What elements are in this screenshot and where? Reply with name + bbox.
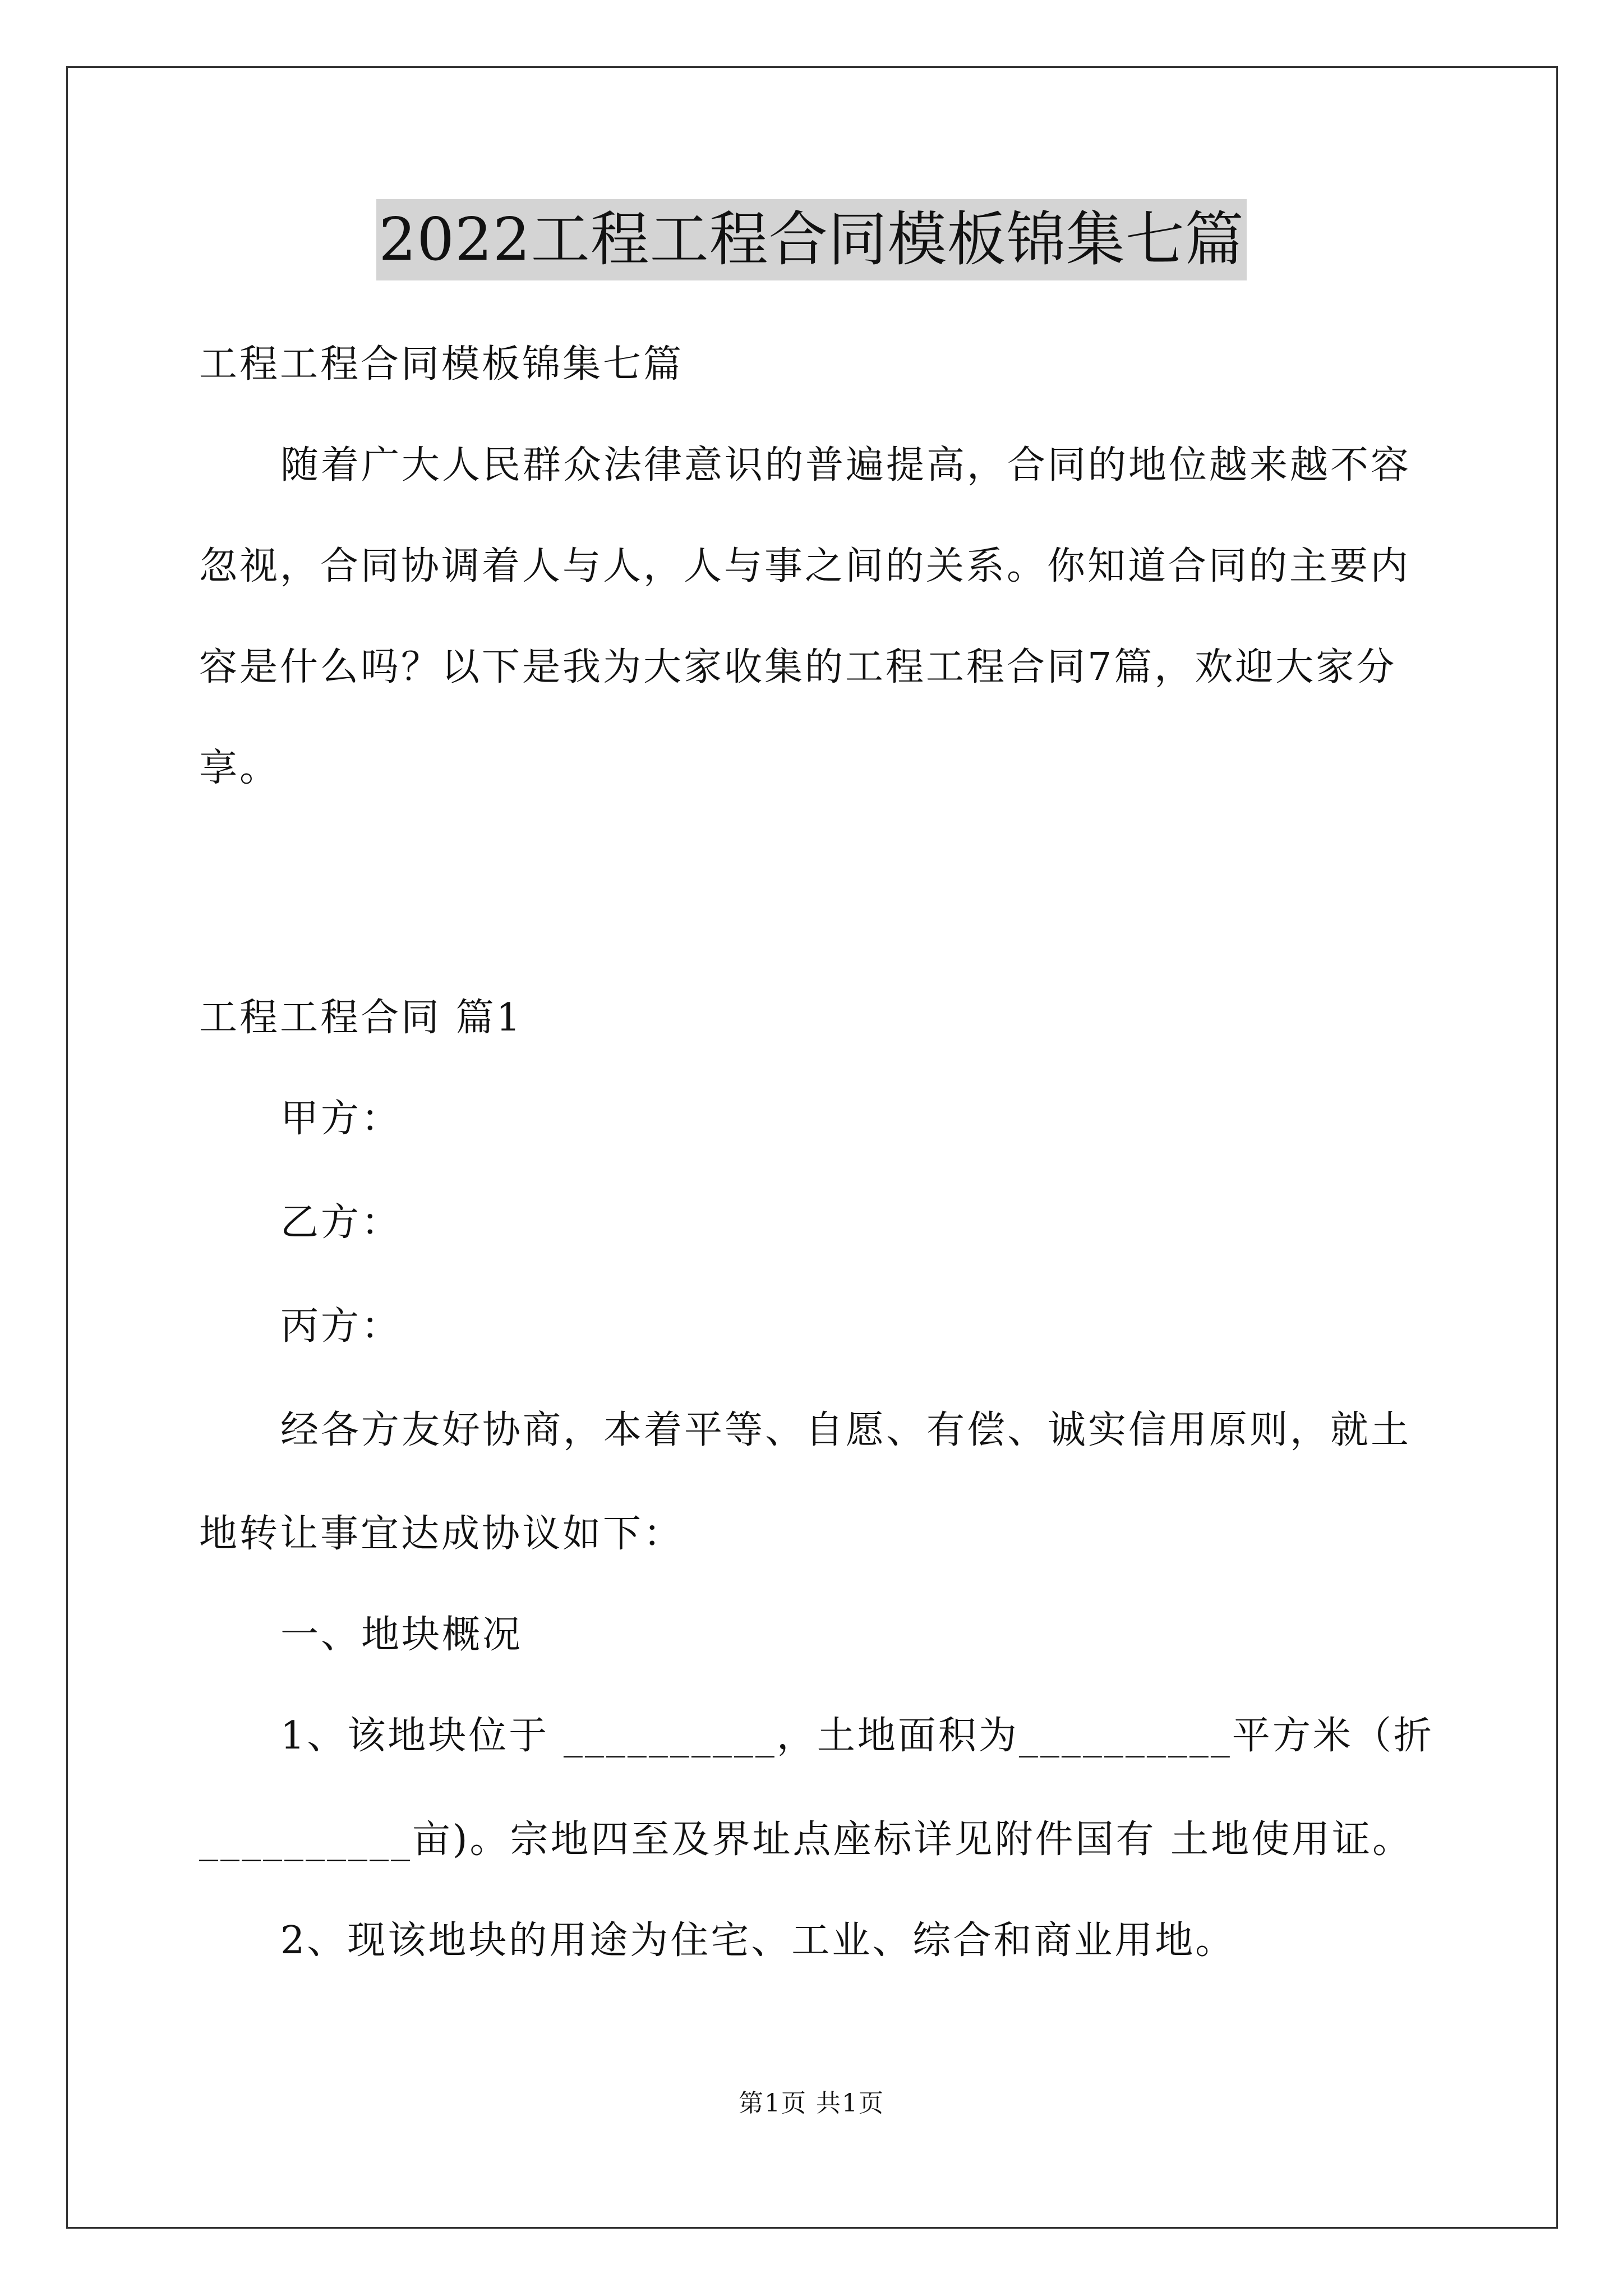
intro-line-4: 享。 xyxy=(199,746,280,790)
intro-line-2: 忽视，合同协调着人与人，人与事之间的关系。你知道合同的主要内 xyxy=(199,544,1411,588)
clause1-line-2: __________亩)。宗地四至及界址点座标详见附件国有 土地使用证。 xyxy=(199,1818,1413,1862)
party-b: 乙方： xyxy=(280,1200,402,1245)
party-a: 甲方： xyxy=(280,1097,402,1141)
document-subtitle: 工程工程合同模板锦集七篇 xyxy=(199,342,684,386)
party-c: 丙方： xyxy=(280,1304,402,1349)
intro-line-1: 随着广大人民群众法律意识的普遍提高，合同的地位越来越不容 xyxy=(280,443,1412,487)
clause1-line-1: 1、该地块位于 __________，土地面积为__________平方米（折 xyxy=(280,1714,1434,1758)
preamble-line-1: 经各方友好协商，本着平等、自愿、有偿、诚实信用原则，就土 xyxy=(280,1408,1412,1452)
intro-line-3: 容是什么吗？以下是我为大家收集的工程工程合同7篇，欢迎大家分 xyxy=(199,645,1397,689)
clause-heading: 一、地块概况 xyxy=(280,1613,523,1657)
document-title: 2022工程工程合同模板锦集七篇 xyxy=(376,199,1246,280)
title-container xyxy=(0,199,1623,280)
clause2-line: 2、现该地块的用途为住宅、工业、综合和商业用地。 xyxy=(280,1918,1236,1963)
page-footer: 第1页 共1页 xyxy=(739,2089,884,2118)
section-heading: 工程工程合同 篇1 xyxy=(199,996,523,1040)
preamble-line-2: 地转让事宜达成协议如下： xyxy=(199,1512,684,1556)
page-border xyxy=(66,66,1558,2229)
